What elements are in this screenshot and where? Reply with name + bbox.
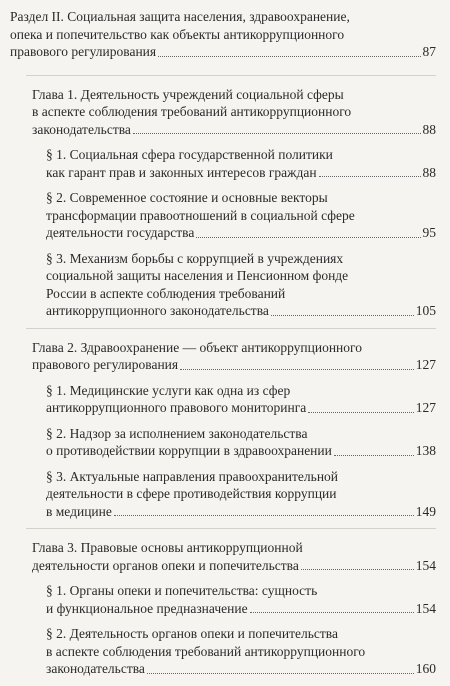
toc-line: о противодействии коррупции в здравоохранении xyxy=(46,443,332,458)
dot-leader xyxy=(147,673,414,674)
toc-last-line xyxy=(46,660,436,678)
page-number: 88 xyxy=(422,121,436,137)
dot-leader xyxy=(133,133,421,134)
page-number: 88 xyxy=(422,164,436,180)
toc-chapter-3[interactable] xyxy=(32,539,436,574)
toc-last-line xyxy=(46,302,436,320)
toc-last-line xyxy=(32,121,436,139)
toc-chapter-2[interactable] xyxy=(32,339,436,374)
page-number: 87 xyxy=(422,44,436,59)
toc-last-line xyxy=(46,600,436,618)
toc-line: в аспекте соблюдения требований антикоррупционного xyxy=(32,104,352,119)
toc-last-line xyxy=(32,356,436,374)
dot-leader xyxy=(250,612,414,613)
page-number: 95 xyxy=(422,225,436,240)
toc-paragraph-2-3[interactable] xyxy=(46,468,436,521)
page-number: 105 xyxy=(415,303,436,318)
toc-line: § 1. Органы опеки и попечительства: сущность xyxy=(46,583,318,598)
toc-line: антикоррупционного законодательства xyxy=(46,303,269,318)
dot-leader xyxy=(319,176,421,177)
toc-chapter-1[interactable] xyxy=(32,86,436,139)
toc-line: Раздел II. Социальная защита населения, здравоохранение, xyxy=(10,9,350,24)
dot-leader xyxy=(301,569,414,570)
toc-last-line xyxy=(46,503,436,521)
toc-line: социальной защиты населения и Пенсионном фонде xyxy=(46,268,349,283)
toc-line: § 3. Актуальные направления правоохранительной xyxy=(46,468,339,484)
toc-line: и функциональное предназначение xyxy=(46,600,248,616)
toc-line: деятельности органов опеки и попечительства xyxy=(32,557,299,573)
toc-line: России в аспекте соблюдения требований xyxy=(46,285,286,301)
toc-line: § 2. Надзор за исполнением законодательства xyxy=(46,425,308,441)
page-number: 160 xyxy=(415,661,436,676)
toc-paragraph-1-3[interactable] xyxy=(46,250,436,320)
dot-leader xyxy=(271,315,414,316)
toc-paragraph-2-2[interactable] xyxy=(46,425,436,460)
page-number: 127 xyxy=(415,400,436,415)
toc-line: законодательства xyxy=(46,661,145,676)
toc-last-line xyxy=(10,43,436,61)
page-number: 138 xyxy=(415,443,436,458)
toc-last-line xyxy=(46,224,436,242)
dot-leader xyxy=(158,56,420,57)
divider xyxy=(26,75,436,76)
page-number: 154 xyxy=(415,600,436,616)
toc-line: § 1. Социальная сфера государственной политики xyxy=(46,147,333,162)
toc-line: в аспекте соблюдения требований антикоррупционного xyxy=(46,643,366,659)
toc-last-line xyxy=(46,442,436,460)
toc-line: Глава 2. Здравоохранение — объект антикоррупционного xyxy=(32,339,362,355)
dot-leader xyxy=(114,515,414,516)
toc-last-line xyxy=(32,557,436,575)
divider xyxy=(26,328,436,329)
toc-line: § 3. Механизм борьбы с коррупцией в учреждениях xyxy=(46,250,344,266)
toc-line: § 2. Современное состояние и основные векторы xyxy=(46,190,328,205)
toc-line: законодательства xyxy=(32,121,131,137)
toc-line: в медицине xyxy=(46,503,112,519)
toc-line: Глава 3. Правовые основы антикоррупционной xyxy=(32,540,303,555)
toc-paragraph-3-2[interactable] xyxy=(46,625,436,678)
toc-line: трансформации правоотношений в социальной сфере xyxy=(46,207,355,223)
divider xyxy=(26,528,436,529)
toc-last-line xyxy=(46,399,436,417)
toc-line: деятельности в сфере противодействия коррупции xyxy=(46,486,337,501)
toc-last-line xyxy=(46,164,436,182)
dot-leader xyxy=(334,455,414,456)
page-number: 154 xyxy=(415,557,436,573)
toc-paragraph-1-2[interactable] xyxy=(46,189,436,242)
table-of-contents xyxy=(10,8,436,686)
toc-paragraph-3-1[interactable] xyxy=(46,582,436,617)
toc-line: Глава 1. Деятельность учреждений социальной сферы xyxy=(32,86,344,102)
toc-paragraph-1-1[interactable] xyxy=(46,146,436,181)
toc-line: деятельности государства xyxy=(46,225,195,240)
toc-paragraph-2-1[interactable] xyxy=(46,382,436,417)
dot-leader xyxy=(308,412,413,413)
toc-line: как гарант прав и законных интересов граждан xyxy=(46,164,317,180)
toc-line: антикоррупционного правового мониторинга xyxy=(46,400,307,415)
page-number: 149 xyxy=(415,503,436,519)
toc-line: правового регулирования xyxy=(10,44,157,59)
page-number: 127 xyxy=(415,357,436,372)
toc-line: правового регулирования xyxy=(32,357,179,372)
dot-leader xyxy=(180,369,414,370)
toc-line: опека и попечительство как объекты антикоррупционного xyxy=(10,26,345,42)
toc-line: § 1. Медицинские услуги как одна из сфер xyxy=(46,382,291,398)
toc-line: § 2. Деятельность органов опеки и попечительства xyxy=(46,626,338,641)
dot-leader xyxy=(196,237,420,238)
toc-section-2[interactable] xyxy=(10,8,436,61)
